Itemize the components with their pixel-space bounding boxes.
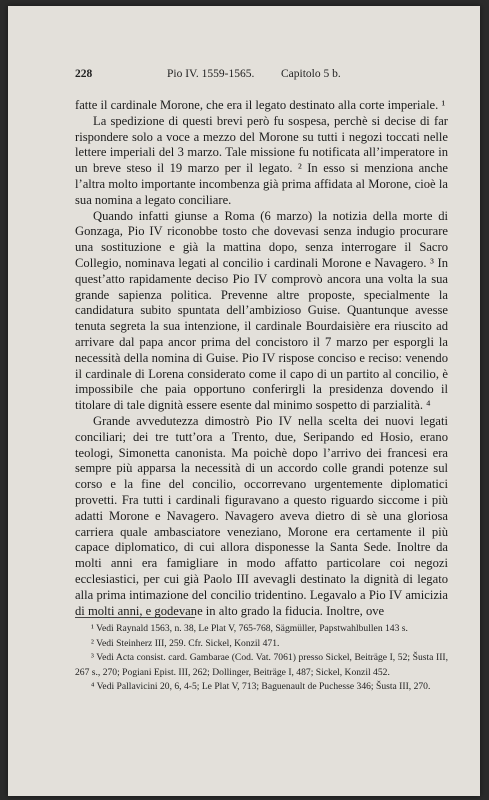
footnote-divider — [75, 617, 195, 618]
footnote-2: ² Vedi Steinherz III, 259. Cfr. Sickel, Konzil 471. — [91, 637, 280, 649]
footnote-1: ¹ Vedi Raynald 1563, n. 38, Le Plat V, 765-768, Sägmüller, Papstwahlbullen 143 s. — [91, 623, 408, 634]
running-header — [75, 68, 440, 84]
paragraph-3: Quando infatti giunse a Roma (6 marzo) la notizia della morte di Gonzaga, Pio IV riconobbe tosto che dovevasi senza indugio procurare una sostituzione e già la mattina dopo, senza interrogare il Sacro Collegio, nominava legati al concilio i cardinali Morone e Navagero. ³ In quest’atto rapidamente deciso Pio IV comprovò ancora una volta la sua grande sapienza politica. Prevenne altre proposte, specialmente la candidatura subito spuntata dell’ambizioso Guise. Quantunque avesse tenuta segreta la sua intenzione, il cardinale Bourdaisière era riuscito ad arrivare dal papa ancor prima del concistoro il 7 marzo per esporgli la necessità della nomina di Guise. Pio IV rispose conciso e reciso: venendo il cardinale di Lorena considerato come il capo di un partito al concilio, è impossibile che paia opportuno conferirgli la presidenza dovendo il titolare di tale dignità essere esente dal minimo sospetto di parzialità. ⁴ — [75, 208, 448, 413]
footnote-4: ⁴ Vedi Pallavicini 20, 6, 4-5; Le Plat V, 713; Baguenault de Puchesse 346; Šusta III, 270. — [91, 681, 431, 693]
header-chapter: Capitolo 5 b. — [281, 68, 341, 80]
page-number: 228 — [75, 68, 93, 80]
footnote-3: ³ Vedi Acta consist. card. Gambarae (Cod. Vat. 7061) presso Sickel, Beiträge I, 52; Šusta III, 267 s., 270; Pogiani Epist. III, 262; Dollinger, Beiträge I, 487; Sickel, Konzil 452. — [75, 652, 448, 678]
paragraph-1: fatte il cardinale Morone, che era il legato destinato alla corte imperiale. ¹ — [75, 98, 446, 112]
footnotes — [75, 622, 448, 695]
book-page — [8, 6, 480, 796]
paragraph-4: Grande avvedutezza dimostrò Pio IV nella scelta dei nuovi legati conciliari; dei tre tutt’ora a Trento, due, Seripando ed Hosio, erano teologi, Simonetta canonista. Ma poichè dopo l’arrivo dei francesi era sempre più apparsa la necessità di un accordo colle grandi potenze sul corso e la fine del concilio, occorrevano urgentemente diplomatici provetti. Fra tutti i cardinali figuravano a questo riguardo siccome i più adatti Morone e Navagero. Navagero aveva dietro di sè una gloriosa carriera quale ambasciatore veneziano, Morone era certamente il più capace diplomatico, di cui allora disponesse la Santa Sede. Inoltre da molti anni era famigliare in modo affatto particolare coi negozi ecclesiastici, per cui già Paolo III avevagli destinato la dignità di legato alla prima intimazione del concilio tridentino. Legavalo a Pio IV amicizia di molti anni, e godevane in alto grado la fiducia. Inoltre, ove — [75, 413, 448, 618]
main-text — [75, 98, 448, 619]
paragraph-2: La spedizione di questi brevi però fu sospesa, perchè si decise di far rispondere solo a voce a mezzo del Morone su tutti i negozi toccati nelle lettere imperiali del 3 marzo. Tale missione fu notificata all’imperatore in un breve steso il 19 marzo per il legato. ² In esso si menziona anche l’altra molto importante incombenza già prima affidata al Morone, cioè la sua nomina a legato conciliare. — [75, 113, 448, 207]
header-title: Pio IV. 1559-1565. — [167, 68, 255, 80]
